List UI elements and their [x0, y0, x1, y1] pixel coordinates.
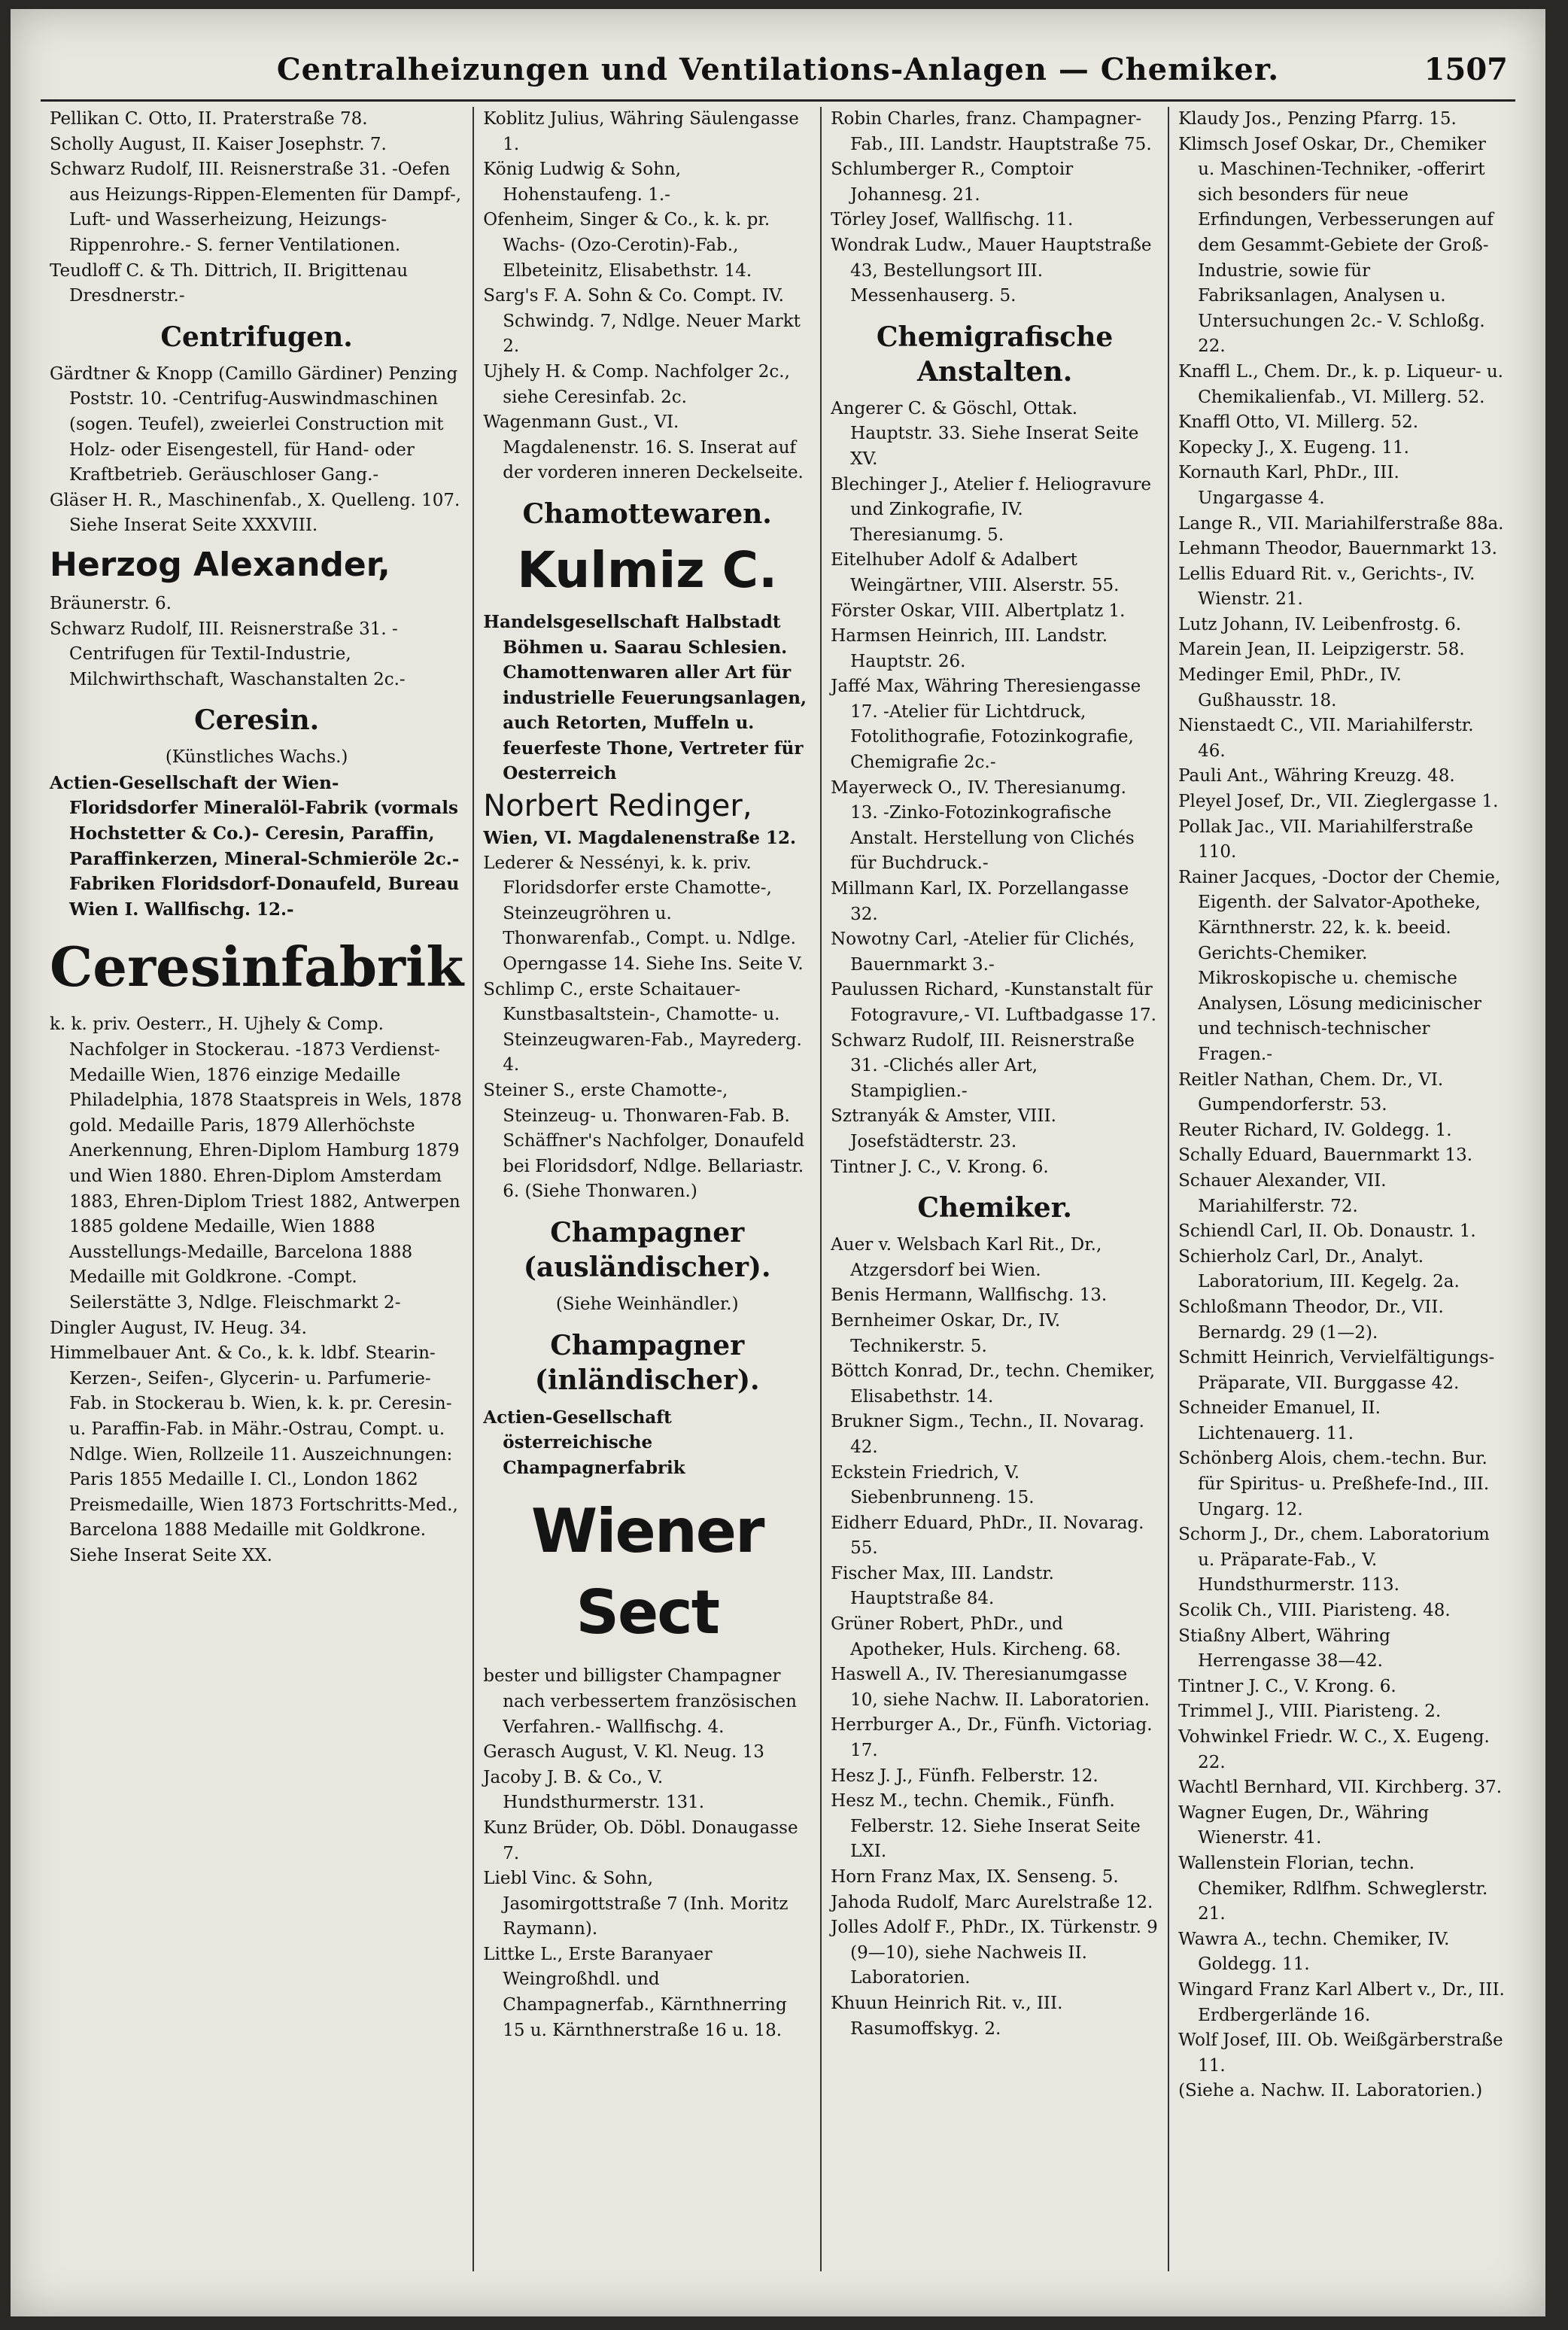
entry: Schwarz Rudolf, III. Reisnerstraße 31. -Clichés aller Art, Stampiglien.- [831, 1030, 1135, 1101]
entry: Haswell A., IV. Theresianumgasse 10, siehe Nachw. II. Laboratorien. [831, 1665, 1150, 1710]
page-title: Centralheizungen und Ventilations-Anlagen — Chemiker. [276, 51, 1280, 87]
column-3 [822, 107, 1169, 2271]
entry: Fischer Max, III. Landstr. Hauptstraße 84. [831, 1563, 1054, 1609]
entry: Hesz M., techn. Chemik., Fünfh. Felberstr. 12. Siehe Inserat Seite LXI. [831, 1791, 1141, 1862]
entry: Pollak Jac., VII. Mariahilferstraße 110. [1178, 817, 1473, 862]
entry: Lutz Johann, IV. Leibenfrostg. 6. [1178, 614, 1462, 634]
entry: Trimmel J., VIII. Piaristeng. 2. [1178, 1702, 1442, 1722]
entry: Blechinger J., Atelier f. Heliogravure und Zinkografie, IV. Theresianumg. 5. [831, 474, 1151, 545]
entry: Dingler August, IV. Heug. 34. [50, 1318, 307, 1338]
directory-page [11, 9, 1545, 2316]
entry: Schiendl Carl, II. Ob. Donaustr. 1. [1178, 1221, 1476, 1242]
entry: Lange R., VII. Mariahilferstraße 88a. [1178, 513, 1504, 534]
entry: Reitler Nathan, Chem. Dr., VI. Gumpendorferstr. 53. [1178, 1069, 1444, 1115]
entry: Auer v. Welsbach Karl Rit., Dr., Atzgersdorf bei Wien. [831, 1235, 1102, 1280]
entry: Wallenstein Florian, techn. Chemiker, Rdlfhm. Schweglerstr. 21. [1178, 1853, 1488, 1924]
entry: Schwarz Rudolf, III. Reisnerstraße 31. -Centrifugen für Textil-Industrie, Milchwirthschaft, Waschanstalten 2c.- [50, 619, 406, 689]
entry: Actien-Gesellschaft österreichische Champagnerfabrik [483, 1407, 685, 1478]
entry: Schally Eduard, Bauernmarkt 13. [1178, 1145, 1473, 1166]
entry: (Siehe a. Nachw. II. Laboratorien.) [1178, 2081, 1483, 2101]
entry: Robin Charles, franz. Champagner-Fab., III. Landstr. Hauptstraße 75. [831, 109, 1152, 154]
entry: Jaffé Max, Währing Theresiengasse 17. -Atelier für Lichtdruck, Fotolithografie, Fotozinkografie, Chemigrafie 2c.- [831, 677, 1141, 773]
entry: Brukner Sigm., Techn., II. Novarag. 42. [831, 1412, 1144, 1457]
entry: Scolik Ch., VIII. Piaristeng. 48. [1178, 1601, 1451, 1621]
columns [41, 107, 1515, 2271]
entry: Teudloff C. & Th. Dittrich, II. Brigittenau Dresdnerstr.- [50, 260, 409, 306]
entry: Gerasch August, V. Kl. Neug. 13 [483, 1742, 764, 1763]
entry: Wagenmann Gust., VI. Magdalenenstr. 16. S. Inserat auf der vorderen inneren Deckelseite. [483, 412, 804, 483]
entry: Angerer C. & Göschl, Ottak. Hauptstr. 33. Siehe Inserat Seite XV. [831, 398, 1139, 469]
entry: Kopecky J., X. Eugeng. 11. [1178, 437, 1409, 458]
entry: Schlimp C., erste Schaitauer-Kunstbasaltstein-, Chamotte- u. Steinzeugwaren-Fab., Mayrederg. 4. [483, 979, 802, 1075]
entry: Jahoda Rudolf, Marc Aurelstraße 12. [831, 1892, 1153, 1912]
entry: Scholly August, II. Kaiser Josephstr. 7. [50, 134, 387, 154]
entry: Pauli Ant., Währing Kreuzg. 48. [1178, 766, 1455, 786]
section-heading: Chamottewaren. [522, 497, 772, 530]
entry: Schorm J., Dr., chem. Laboratorium u. Präparate-Fab., V. Hundsthurmerstr. 113. [1178, 1525, 1490, 1595]
entry: Eckstein Friedrich, V. Siebenbrunneng. 15. [831, 1462, 1035, 1508]
entry: Hesz J. J., Fünfh. Felberstr. 12. [831, 1766, 1099, 1786]
advert-heading: Wiener Sect [530, 1496, 764, 1648]
entry: Millmann Karl, IX. Porzellangasse 32. [831, 879, 1129, 924]
entry: Khuun Heinrich Rit. v., III. Rasumoffskyg. 2. [831, 1993, 1063, 2039]
entry: Klaudy Jos., Penzing Pfarrg. 15. [1178, 109, 1457, 129]
entry: Bräunerstr. 6. [50, 593, 172, 613]
entry: Jacoby J. B. & Co., V. Hundsthurmerstr. 131. [483, 1767, 705, 1813]
entry: Knaffl L., Chem. Dr., k. p. Liqueur- u. Chemikalienfab., VI. Millerg. 52. [1178, 361, 1503, 407]
entry: Liebl Vinc. & Sohn, Jasomirgottstraße 7 (Inh. Moritz Raymann). [483, 1869, 789, 1939]
entry: Schlumberger R., Comptoir Johannesg. 21. [831, 160, 1074, 205]
entry: Schneider Emanuel, II. Lichtenauerg. 11. [1178, 1398, 1381, 1443]
entry: Kunz Brüder, Ob. Döbl. Donaugasse 7. [483, 1817, 798, 1863]
entry: Sarg's F. A. Sohn & Co. Compt. IV. Schwindg. 7, Ndlge. Neuer Markt 2. [483, 286, 801, 357]
entry: Benis Hermann, Wallfischg. 13. [831, 1285, 1108, 1306]
entry: Eitelhuber Adolf & Adalbert Weingärtner, VIII. Alserstr. 55. [831, 550, 1120, 595]
entry: Vohwinkel Friedr. W. C., X. Eugeng. 22. [1178, 1727, 1490, 1772]
entry: Kornauth Karl, PhDr., III. Ungargasse 4. [1178, 463, 1399, 508]
entry: Nowotny Carl, -Atelier für Clichés, Bauernmarkt 3.- [831, 929, 1135, 975]
entry: Gläser H. R., Maschinenfab., X. Quelleng. 107. Siehe Inserat Seite XXXVIII. [50, 490, 460, 536]
entry: Eidherr Eduard, PhDr., II. Novarag. 55. [831, 1513, 1144, 1559]
entry: Rainer Jacques, -Doctor der Chemie, Eigenth. der Salvator-Apotheke, Kärnthnerstr. 22, k. k. beeid. Gerichts-Chemiker. Mikroskopische u. chemische Analysen, Lösung medicinischer und technisch-technischer Fragen.- [1178, 867, 1501, 1064]
entry: Lellis Eduard Rit. v., Gerichts-, IV. Wienstr. 21. [1178, 564, 1475, 610]
entry: Wolf Josef, III. Ob. Weißgärberstraße 11. [1178, 2030, 1503, 2076]
entry: Paulussen Richard, -Kunstanstalt für Fotogravure,- VI. Luftbadgasse 17. [831, 980, 1156, 1025]
section-heading: Ceresin. [194, 704, 320, 737]
entry: Actien-Gesellschaft der Wien-Floridsdorfer Mineralöl-Fabrik (vormals Hochstetter & Co.)- Ceresin, Paraffin, Paraffinkerzen, Mineral-Schmieröle 2c.- Fabriken Floridsdorf-Donaufeld, Bureau Wien I. Wallfischg. 12.- [50, 772, 460, 920]
advert-heading: Kulmiz C. [517, 540, 778, 599]
advert-name: Norbert Redinger, [483, 789, 752, 824]
entry: Ujhely H. & Comp. Nachfolger 2c., siehe Ceresinfab. 2c. [483, 361, 790, 407]
advert-text: Wien, VI. Magdalenenstraße 12. [483, 828, 796, 849]
section-heading: Champagner (ausländischer). [523, 1216, 771, 1283]
entry: Förster Oskar, VIII. Albertplatz 1. [831, 601, 1126, 621]
entry: Himmelbauer Ant. & Co., k. k. ldbf. Stearin-Kerzen-, Seifen-, Glycerin- u. Parfumerie-Fab. in Stockerau b. Wien, k. k. pr. Ceresin- u. Paraffin-Fab. in Mähr.-Ostrau, Compt. u. Ndlge. Wien, Rollzeile 11. Auszeichnungen: Paris 1855 Medaille I. Cl., London 1862 Preismedaille, Wien 1873 Fortschritts-Med., Barcelona 1888 Medaille mit Goldkrone. Siehe Inserat Seite XX. [50, 1343, 458, 1565]
section-note: (Künstliches Wachs.) [165, 747, 348, 768]
entry: Pellikan C. Otto, II. Praterstraße 78. [50, 109, 368, 129]
entry: Tintner J. C., V. Krong. 6. [1178, 1676, 1396, 1696]
entry: Tintner J. C., V. Krong. 6. [831, 1157, 1049, 1177]
advert-heading: Ceresinfabrik [50, 935, 464, 999]
entry: Schönberg Alois, chem.-techn. Bur. für Spiritus- u. Preßhefe-Ind., III. Ungarg. 12. [1178, 1449, 1490, 1519]
entry: Gärdtner & Knopp (Camillo Gärdiner) Penzing Poststr. 10. -Centrifug-Auswindmaschinen (sogen. Teufel), zweierlei Construction mit Holz- oder Eisengestell, für Hand- oder Kraftbetrieb. Geräuschloser Gang.- [50, 363, 458, 485]
entry: Koblitz Julius, Währing Säulengasse 1. [483, 109, 799, 154]
entry: Ofenheim, Singer & Co., k. k. pr. Wachs- (Ozo-Cerotin)-Fab., Elbeteinitz, Elisabethstr. 14. [483, 210, 770, 281]
entry: Wachtl Bernhard, VII. Kirchberg. 37. [1178, 1778, 1503, 1798]
entry: Schierholz Carl, Dr., Analyt. Laboratorium, III. Kegelg. 2a. [1178, 1246, 1460, 1292]
entry: Nienstaedt C., VII. Mariahilferstr. 46. [1178, 716, 1474, 761]
entry: Jolles Adolf F., PhDr., IX. Türkenstr. 9 (9—10), siehe Nachweis II. Laboratorien. [831, 1918, 1158, 1988]
entry: Klimsch Josef Oskar, Dr., Chemiker u. Maschinen-Techniker, -offerirt sich besonders für neue Erfindungen, Verbesserungen auf dem Gesammt-Gebiete der Groß-Industrie, sowie für Fabriksanlagen, Analysen u. Untersuchungen 2c.- V. Schloßg. 22. [1178, 134, 1494, 357]
entry: Horn Franz Max, IX. Senseng. 5. [831, 1867, 1119, 1887]
advert-text: Handelsgesellschaft Halbstadt Böhmen u. Saarau Schlesien. Chamottenwaren aller Art für industrielle Feuerungsanlagen, auch Retorten, Muffeln u. feuerfeste Thone, Vertreter für Oesterreich [483, 611, 807, 784]
entry: Wingard Franz Karl Albert v., Dr., III. Erdbergerlände 16. [1178, 1979, 1505, 2025]
entry: Reuter Richard, IV. Goldegg. 1. [1178, 1120, 1452, 1140]
entry: bester und billigster Champagner nach verbessertem französischen Verfahren.- Wallfischg. 4. [483, 1666, 797, 1737]
entry: Grüner Robert, PhDr., und Apotheker, Huls. Kircheng. 68. [831, 1614, 1121, 1659]
entry: Schauer Alexander, VII. Mariahilferstr. 72. [1178, 1170, 1387, 1216]
entry: Herrburger A., Dr., Fünfh. Victoriag. 17. [831, 1715, 1153, 1761]
section-heading: Chemigrafische Anstalten. [876, 321, 1114, 388]
entry: Lederer & Nessényi, k. k. priv. Floridsdorfer erste Chamotte-, Steinzeugröhren u. Thonwarenfab., Compt. u. Ndlge. Operngasse 14. Siehe Ins. Seite V. [483, 853, 804, 975]
entry: Törley Josef, Wallfischg. 11. [831, 210, 1074, 230]
entry: Knaffl Otto, VI. Millerg. 52. [1178, 412, 1419, 433]
entry: Wagner Eugen, Dr., Währing Wienerstr. 41. [1178, 1802, 1430, 1848]
entry: k. k. priv. Oesterr., H. Ujhely & Comp. Nachfolger in Stockerau. -1873 Verdienst-Medaille Wien, 1876 einzige Medaille Philadelphia, 1878 Staatspreis in Wels, 1878 gold. Medaille Paris, 1879 Allerhöchste Anerkennung, Ehren-Diplom Hamburg 1879 und Wien 1880. Ehren-Diplom Amsterdam 1883, Ehren-Diplom Triest 1882, Antwerpen 1885 goldene Medaille, Wien 1888 Ausstellungs-Medaille, Barcelona 1888 Medaille mit Goldkrone. -Compt. Seilerstätte 3, Ndlge. Fleischmarkt 2- [50, 1014, 462, 1313]
entry: Böttch Konrad, Dr., techn. Chemiker, Elisabethstr. 14. [831, 1361, 1156, 1407]
entry: Wawra A., techn. Chemiker, IV. Goldegg. 11. [1178, 1929, 1450, 1975]
column-2 [474, 107, 822, 2271]
entry: Bernheimer Oskar, Dr., IV. Technikerstr. 5. [831, 1310, 1061, 1356]
entry: Pleyel Josef, Dr., VII. Zieglergasse 1. [1178, 792, 1499, 812]
entry: Marein Jean, II. Leipzigerstr. 58. [1178, 640, 1465, 660]
entry: Lehmann Theodor, Bauernmarkt 13. [1178, 539, 1497, 559]
entry: Littke L., Erste Baranyaer Weingroßhdl. und Champagnerfab., Kärnthnerring 15 u. Kärnthnerstraße 16 u. 18. [483, 1944, 787, 2040]
entry: Steiner S., erste Chamotte-, Steinzeug- u. Thonwaren-Fab. B. Schäffner's Nachfolger, Donaufeld bei Floridsdorf, Ndlge. Bellariastr. 6. (Siehe Thonwaren.) [483, 1081, 805, 1202]
page-number: 1507 [1424, 51, 1508, 87]
entry: Schmitt Heinrich, Vervielfältigungs-Präparate, VII. Burggasse 42. [1178, 1348, 1495, 1393]
section-heading: Champagner (inländischer). [534, 1329, 760, 1396]
section-note: (Siehe Weinhändler.) [555, 1294, 739, 1314]
advert-name: Herzog Alexander, [50, 545, 390, 584]
entry: Schwarz Rudolf, III. Reisnerstraße 31. -Oefen aus Heizungs-Rippen-Elementen für Dampf-, Luft- und Wasserheizung, Heizungs-Rippenrohre.- S. ferner Ventilationen. [50, 160, 462, 255]
entry: Wondrak Ludw., Mauer Hauptstraße 43, Bestellungsort III. Messenhauserg. 5. [831, 235, 1152, 306]
entry: Mayerweck O., IV. Theresianumg. 13. -Zinko-Fotozinkografische Anstalt. Herstellung von Clichés für Buchdruck.- [831, 777, 1135, 874]
entry: Schloßmann Theodor, Dr., VII. Bernardg. 29 (1—2). [1178, 1297, 1444, 1343]
page-header [41, 39, 1515, 102]
entry: Stiaßny Albert, Währing Herrengasse 38—42. [1178, 1626, 1390, 1671]
column-4 [1169, 107, 1515, 2271]
section-heading: Chemiker. [917, 1192, 1072, 1224]
entry: Harmsen Heinrich, III. Landstr. Hauptstr. 26. [831, 626, 1108, 671]
column-1 [41, 107, 474, 2271]
entry: König Ludwig & Sohn, Hohenstaufeng. 1.- [483, 160, 682, 205]
section-heading: Centrifugen. [160, 321, 353, 353]
entry: Medinger Emil, PhDr., IV. Gußhausstr. 18. [1178, 665, 1402, 710]
entry: Sztranyák & Amster, VIII. Josefstädterstr. 23. [831, 1106, 1056, 1151]
